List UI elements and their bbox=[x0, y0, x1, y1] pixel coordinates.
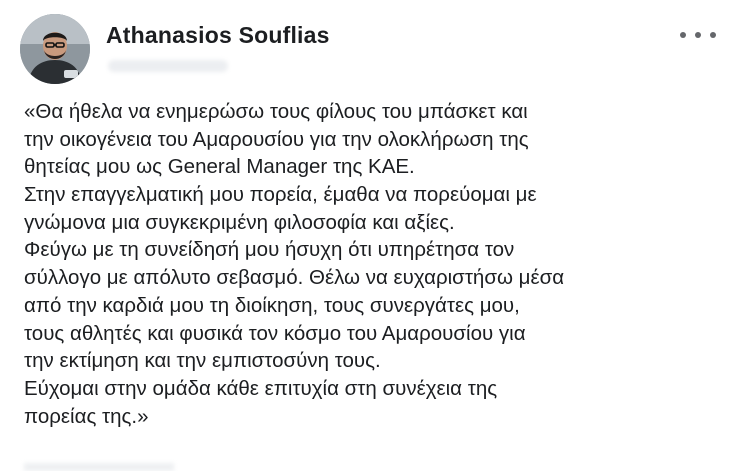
avatar-photo bbox=[20, 14, 90, 84]
author-name[interactable]: Athanasios Souflias bbox=[106, 22, 330, 48]
post-text-line: την εκτίμηση και την εμπιστοσύνη τους. bbox=[24, 349, 381, 373]
author-avatar[interactable] bbox=[20, 14, 90, 84]
more-horizontal-icon bbox=[680, 32, 686, 38]
post-text-line: Φεύγω με τη συνείδησή μου ήσυχη ότι υπηρέτησα τον bbox=[24, 238, 515, 262]
post-header bbox=[20, 14, 720, 86]
post-text-line: την οικογένεια του Αμαρουσίου για την ολοκλήρωση της bbox=[24, 127, 529, 151]
post-text-line: Στην επαγγελματική μου πορεία, έμαθα να πορεύομαι με bbox=[24, 183, 537, 207]
post-text-line: από την καρδιά μου τη διοίκηση, τους συνεργάτες μου, bbox=[24, 293, 520, 317]
post-text bbox=[24, 98, 724, 430]
post-footer-blurred bbox=[24, 463, 174, 471]
post-text-line: θητείας μου ως General Manager της ΚΑΕ. bbox=[24, 155, 415, 179]
post-text-line: Εύχομαι στην ομάδα κάθε επιτυχία στη συνέχεια της bbox=[24, 376, 498, 400]
post-text-line: σύλλογο με απόλυτο σεβασμό. Θέλω να ευχαριστήσω μέσα bbox=[24, 266, 565, 290]
post-text-line: πορείας της.» bbox=[24, 404, 149, 428]
post-text-line: γνώμονα μια συγκεκριμένη φιλοσοφία και αξίες. bbox=[24, 210, 455, 234]
post-meta-blurred bbox=[108, 60, 228, 72]
more-options-button[interactable] bbox=[680, 26, 716, 44]
post-text-line: τους αθλητές και φυσικά τον κόσμο του Αμαρουσίου για bbox=[24, 321, 526, 345]
post-text-line: «Θα ήθελα να ενημερώσω τους φίλους του μπάσκετ και bbox=[24, 100, 528, 123]
more-horizontal-icon bbox=[695, 32, 701, 38]
more-horizontal-icon bbox=[710, 32, 716, 38]
